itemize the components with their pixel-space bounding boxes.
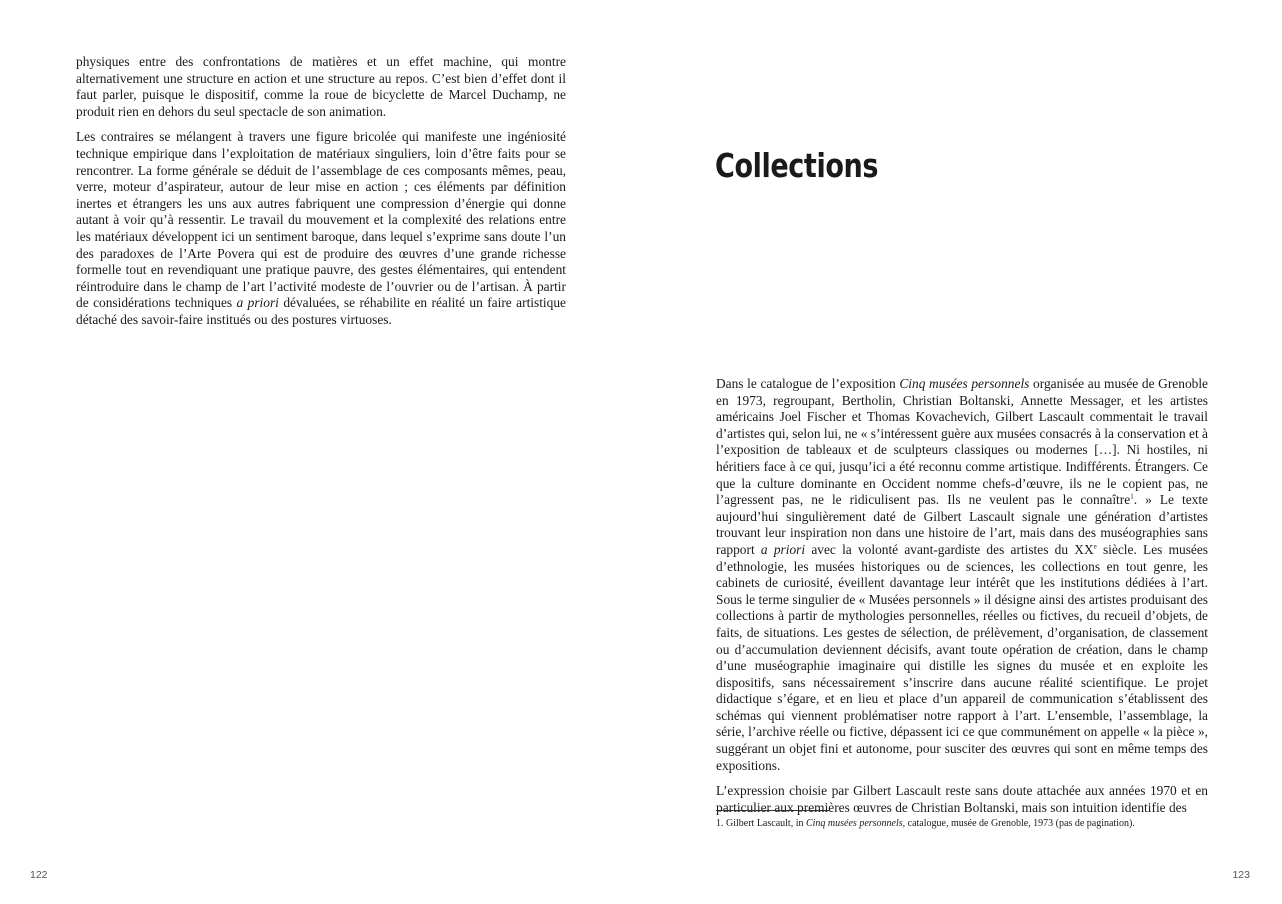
footnote xyxy=(716,817,1216,830)
superscript-text: e xyxy=(1093,542,1097,551)
left-page-body xyxy=(76,54,566,338)
text-run: , catalogue, musée de Grenoble, 1973 (pas de pagination). xyxy=(902,818,1135,829)
right-page-body xyxy=(716,376,1208,825)
text-run: avec la volonté avant-gardiste des artistes du XX xyxy=(805,541,1094,557)
text-run: physiques entre des confrontations de matières et un effet machine, qui montre alternativement une structure en action et une structure au repos. C’est bien d’effet dont il faut parler, puisque le dispositif, comme la roue de bicyclette de Marcel Duchamp, ne produit rien en dehors du seul spectacle de son animation. xyxy=(76,54,566,119)
footnote-divider xyxy=(716,810,830,811)
paragraph xyxy=(716,376,1208,774)
superscript-text: 1 xyxy=(1130,492,1134,501)
paragraph xyxy=(716,783,1208,816)
text-run: Les contraires se mélangent à travers une figure bricolée qui manifeste une ingéniosité technique empirique dans l’exploitation de matériaux singuliers, loin d’être faits pour se rencontrer. La forme générale se déduit de l’assemblage de ces composants mêmes, peau, verre, moteur d’aspirateur, autour de leur mise en action ; ces éléments par définition inertes et étrangers les uns aux autres fabriquent une compression d’énergie qui donne autant à voir qu’à ressentir. Le travail du mouvement et la complexité des relations entre les matériaux développent ici un sentiment baroque, dans lequel s’exprime sans doute l’un des paradoxes de l’Arte Povera qui est de produire des œuvres d’une grande richesse formelle tout en revendiquant une pratique pauvre, des gestes élémentaires, qui entendent réintroduire dans le champ de l’art l’activité modeste de l’ouvrier ou de l’artisan. À partir de considérations techniques xyxy=(76,129,566,311)
italic-text: Cinq musées personnels xyxy=(899,376,1030,391)
text-run: siècle. Les musées d’ethnologie, les musées historiques ou de sciences, les collections en tout genre, les cabinets de curiosité, éveillent davantage leur intérêt que les institutions dédiées à l’art. Sous le terme singulier de « Musées personnels » il désigne ainsi des artistes produisant des collections à partir de mythologies personnelles, réelles ou fictives, du recueil d’objets, de faits, de situations. Les gestes de sélection, de prélèvement, d’organisation, de classement ou d’accumulation deviennent décisifs, avant toute opération de création, dans le champ d’une muséographie imaginaire qui distille les signes du musée et en exploite les dispositifs, sans nécessairement s’inscrire dans aucune réalité scientifique. Le projet didactique s’égare, et en lieu et place d’un appareil de communication s’établissent des schémas qui viennent problématiser notre rapport à l’art. L’ensemble, l’assemblage, la série, l’archive réelle ou fictive, dépassent ici ce que communément on appelle « la pièce », suggérant un objet fini et autonome, pour susciter des œuvres qui sont en même temps des expositions. xyxy=(716,541,1208,773)
right-page xyxy=(641,0,1282,904)
text-run: organisée au musée de Grenoble en 1973, regroupant, Bertholin, Christian Boltanski, Annette Messager, et les artistes américains Joel Fischer et Thomas Kovachevich, Gilbert Lascault commentait le travail d’artistes qui, selon lui, ne « s’intéressent guère aux musées consacrés à la conservation et à l’exposition de tableaux et de sculpteurs classiques ou modernes […]. Ni hostiles, ni héritiers face à ce qui, jusqu’ici a été reconnu comme artistique. Indifférents. Étrangers. Ce que la culture dominante en Occident nomme chefs-d’œuvre, ils ne le copient pas, ne l’agressent pas, ne le ridiculisent pas. Ils ne veulent pas le connaître xyxy=(716,376,1208,508)
page-number-left: 122 xyxy=(30,869,48,881)
italic-text: a priori xyxy=(236,295,279,311)
paragraph xyxy=(76,54,566,120)
text-run: Dans le catalogue de l’exposition xyxy=(716,376,900,391)
paragraph xyxy=(76,129,566,328)
text-run: L’expression choisie par Gilbert Lascault reste sans doute attachée aux années 1970 et en particulier aux premières œuvres de Christian Boltanski, mais son intuition identifie des xyxy=(716,783,1208,815)
chapter-title: Collections xyxy=(715,146,879,185)
text-run: dévaluées, se réhabilite en réalité un faire artistique détaché des savoir-faire institués ou des postures virtuoses. xyxy=(76,295,566,327)
page-number-right: 123 xyxy=(1232,869,1250,881)
text-run: 1. Gilbert Lascault, in xyxy=(716,818,806,829)
italic-text: a priori xyxy=(760,541,806,557)
italic-text: Cinq musées personnels xyxy=(805,818,903,829)
text-run: . » Le texte aujourd’hui singulièrement daté de Gilbert Lascault signale une génération d’artistes trouvant leur inspiration non dans une histoire de l’art, mais dans des muséographies sans rapport xyxy=(716,492,1209,557)
